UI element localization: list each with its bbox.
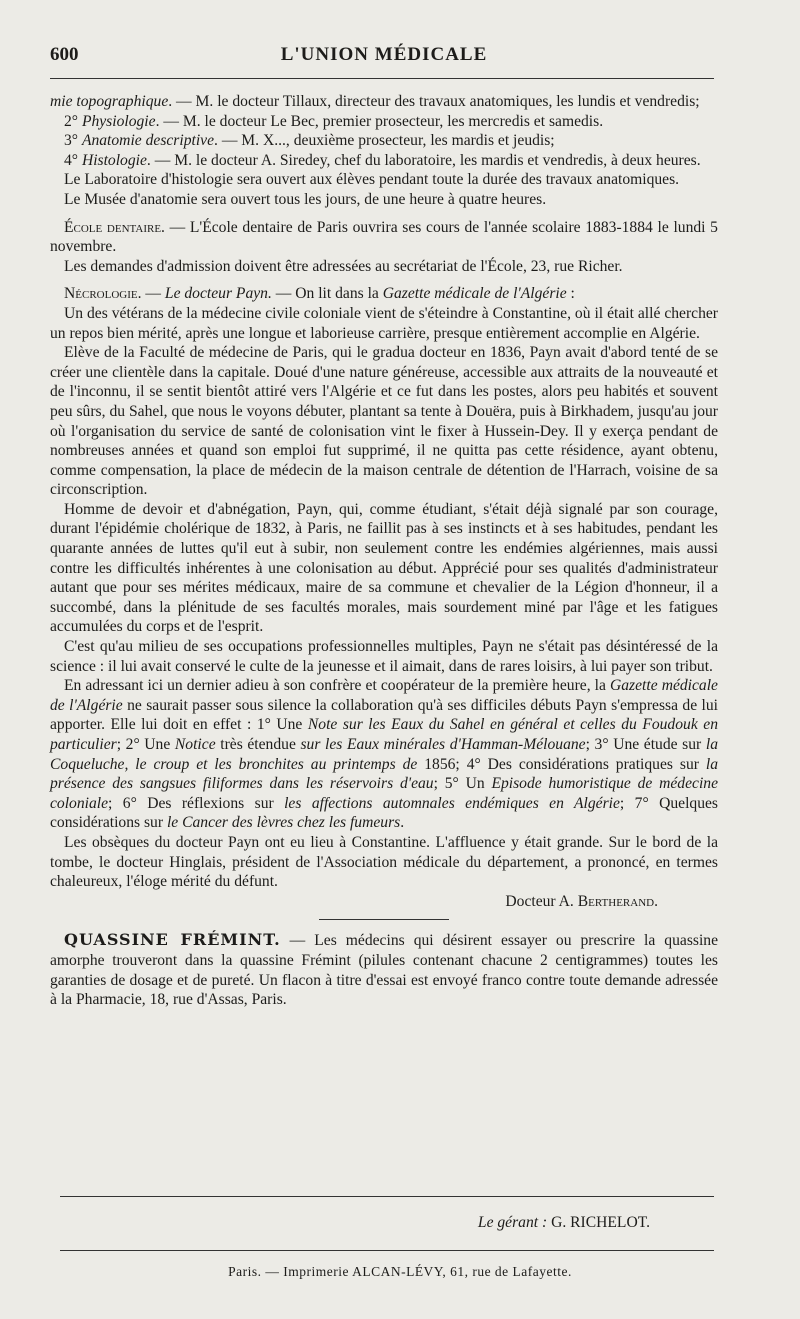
- italic-text: mie topographique: [50, 93, 169, 110]
- text-run: Les demandes d'admission doivent être adressées au secrétariat de l'École, 23, rue Richer.: [64, 257, 623, 275]
- text-run: très étendue: [215, 736, 301, 753]
- paragraph: [50, 190, 718, 210]
- text-run: En adressant ici un dernier adieu à son confrère et coopérateur de la première heure, la: [64, 677, 610, 695]
- text-run: :: [566, 285, 575, 303]
- paragraph: [50, 284, 718, 304]
- paragraph: [50, 151, 718, 171]
- text-run: . — M. le docteur Le Bec, premier prosecteur, les mercredis et samedis.: [155, 112, 604, 130]
- italic-text: Le docteur Payn.: [164, 285, 272, 303]
- italic-text: la Coqueluche, le croup et les bronchites au printemps de: [50, 736, 719, 773]
- paragraph: [50, 304, 718, 343]
- text-run: . — M. le docteur Tillaux, directeur des travaux anatomiques, les lundis et vendredis;: [168, 93, 700, 110]
- text-run: Le Laboratoire d'histologie sera ouvert aux élèves pendant toute la durée des travaux anatomiques.: [64, 171, 680, 189]
- italic-text: les affections automnales endémiques en Algérie: [284, 794, 620, 812]
- text-run: . — M. X..., deuxième prosecteur, les mardis et jeudis;: [214, 132, 555, 150]
- page-number: 600: [50, 44, 79, 65]
- italic-text: le Cancer des lèvres chez les fumeurs: [166, 814, 401, 832]
- running-title: L'UNION MÉDICALE: [280, 44, 488, 65]
- paragraph: [50, 218, 718, 257]
- text-run: ; 5° Un: [433, 775, 492, 793]
- text-run: .: [654, 892, 658, 910]
- text-run: Bertherand: [577, 892, 655, 910]
- paragraph: [50, 833, 718, 892]
- text-run: — L'École dentaire de Paris ouvrira ses cours de l'année scolaire 1883-1884 le lundi 5 novembre.: [50, 218, 718, 256]
- italic-text: sur les Eaux minérales d'Hamman-Mélouane: [300, 736, 586, 753]
- gerant-label: Le gérant :: [477, 1214, 548, 1231]
- paragraph: [50, 92, 718, 112]
- text-run: —: [141, 285, 165, 303]
- text-run: ; 6° Des réflexions sur: [108, 794, 285, 812]
- article-body: [50, 92, 718, 1010]
- text-run: Docteur A.: [505, 892, 578, 910]
- text-run: Elève de la Faculté de médecine de Paris, qui le gradua docteur en 1836, Payn avait d'abord tenté de se créer une clientèle dans la capitale. Doué d'une nature généreuse, accessible aux attraits de la nouveauté et de l'inconnu, il se sentit bientôt attiré vers l'Algérie et ce fut dans les postes, alors peu habités et souvent peu sûrs, du Sahel, que nous le voyons débuter, plantant sa tente à Douëra, puis à Birkhadem, jusqu'au jour où l'organisation du service de santé de colonisation vint le fixer à Hussein-Dey. Il y exerça pendant de nombreuses années et quand son emploi fut supprimé, il ne quitta pas cette résidence, ayant obtenu, comme compensation, la place de médecin de la maison centrale de détention de l'Harrach, voisine de sa circonscription.: [50, 344, 718, 499]
- italic-text: Histologie: [81, 151, 147, 169]
- footer-rule: [60, 1196, 714, 1197]
- ad-title: QUASSINE FRÉMINT.: [64, 930, 281, 950]
- text-run: ne saurait passer sous silence la collaboration qu'à ses difficiles débuts Payn s'empressa de lui apporter. Elle lui doit en effet : 1° Une: [50, 696, 718, 734]
- text-run: ; 2° Une: [116, 736, 175, 753]
- italic-text: la présence des sangsues filiformes dans les réservoirs d'eau: [50, 755, 719, 793]
- italic-text: Anatomie descriptive: [81, 132, 215, 150]
- text-run: 3°: [64, 132, 82, 150]
- italic-text: Physiologie: [81, 112, 156, 130]
- text-run: Les obsèques du docteur Payn ont eu lieu à Constantine. L'affluence y était grande. Sur le bord de la tombe, le docteur Hinglais, président de l'Association médicale du département, a prononcé, en termes chaleureux, l'éloge mérité du défunt.: [50, 833, 718, 891]
- italic-text: Gazette médicale de l'Algérie: [50, 677, 718, 714]
- signature: [50, 892, 718, 912]
- paragraph: [50, 500, 718, 637]
- text-run: 4°: [64, 151, 82, 169]
- paragraph: [50, 257, 718, 277]
- text-run: — On lit dans la: [271, 285, 383, 303]
- text-run: 1856; 4° Des considérations pratiques sur: [417, 755, 706, 773]
- header-rule: [50, 78, 714, 79]
- paragraph: [50, 131, 718, 151]
- text-run: .: [400, 814, 405, 832]
- paragraph: [50, 637, 718, 676]
- text-run: 2°: [64, 112, 82, 130]
- text-run: ; 7° Quelques considérations sur: [50, 794, 718, 832]
- italic-text: Gazette médicale de l'Algérie: [382, 285, 567, 303]
- section-rule: [319, 919, 449, 920]
- text-run: Nécrologie.: [64, 285, 142, 303]
- paragraph: [50, 930, 718, 1009]
- gerant-name: G. RICHELOT.: [551, 1214, 650, 1231]
- page-header: [50, 44, 718, 72]
- printer-imprint: Paris. — Imprimerie ALCAN-LÉVY, 61, rue de Lafayette.: [228, 1264, 572, 1279]
- paragraph: [50, 343, 718, 500]
- italic-text: Note sur les Eaux du Sahel en général et celles du Foudouk en particulier: [50, 716, 718, 753]
- text-run: Un des vétérans de la médecine civile coloniale vient de s'éteindre à Constantine, où il était allé chercher un repos bien mérité, après une longue et laborieuse carrière, presque entièrement accomplie en Algérie.: [50, 304, 718, 342]
- paragraph: [50, 676, 718, 833]
- text-run: Homme de devoir et d'abnégation, Payn, qui, comme étudiant, s'était déjà signalé par son courage, durant l'épidémie cholérique de 1832, à Paris, ne faillit pas à ses instincts et à ses habitudes, pendant les quarante années de luttes qu'il eut à subir, non seulement contre les endémies algériennes, mais aussi contre les difficultés inhérentes à une colonisation au début. Apprécié pour ses qualités d'administrateur autant que pour ses mérites médicaux, maire de sa commune et chevalier de la Légion d'honneur, il a succombé, dans la plénitude de ses facultés morales, mais sourdement miné par l'âge et les fatigues accumulées du corps et de l'esprit.: [50, 500, 718, 636]
- gerant-line: [478, 1214, 650, 1232]
- imprint-rule: [60, 1250, 714, 1251]
- italic-text: Episode humoristique de médecine coloniale: [50, 775, 719, 812]
- text-run: . — M. le docteur A. Siredey, chef du laboratoire, les mardis et vendredis, à deux heures.: [146, 151, 701, 169]
- text-run: C'est qu'au milieu de ses occupations professionnelles multiples, Payn ne s'était pas désintéressé de la science : il lui avait conservé le culte de la jeunesse et il aimait, dans de rares loisirs, à lui payer son tribut.: [50, 638, 718, 675]
- italic-text: Notice: [174, 736, 216, 753]
- text-run: ; 3° Une étude sur: [585, 736, 706, 753]
- text-run: — Les médecins qui désirent essayer ou prescrire la quassine amorphe trouveront dans la quassine Frémint (pilules contenant chacune 2 centigrammes) toutes les garanties de dosage et de pureté. Un flacon à titre d'essai est envoyé franco contre toute demande adressée à la Pharmacie, 18, rue d'Assas, Paris.: [50, 932, 719, 1009]
- paragraph: [50, 170, 718, 190]
- text-run: École dentaire.: [64, 218, 165, 236]
- paragraph: [50, 112, 718, 132]
- text-run: Le Musée d'anatomie sera ouvert tous les jours, de une heure à quatre heures.: [64, 190, 547, 208]
